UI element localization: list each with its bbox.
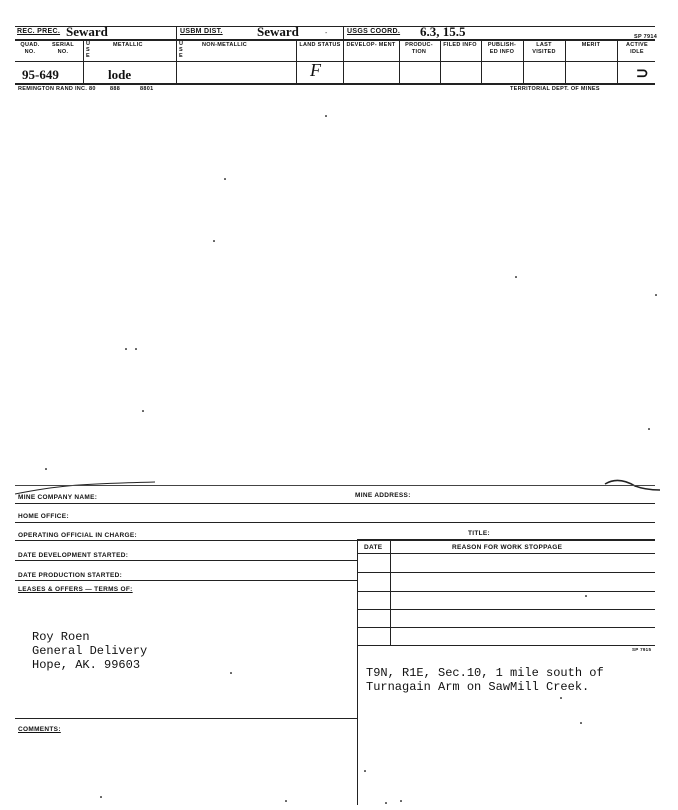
column-header-bottom-line [15, 61, 655, 62]
land-status-mark: F [310, 60, 321, 80]
scan-speck [580, 722, 582, 724]
printer-credit: REMINGTON RAND INC. 80 [18, 86, 96, 92]
usbm-dist-label: USBM DIST. [180, 28, 223, 35]
scan-speck [100, 796, 102, 798]
stoppage-row-line-4 [357, 627, 655, 628]
leases-label: LEASES & OFFERS — TERMS OF: [18, 586, 133, 593]
header-top-line [15, 26, 655, 27]
scan-speck [560, 697, 562, 699]
stoppage-row-line-5 [357, 645, 655, 646]
stoppage-header-line [357, 553, 655, 554]
date-development-label: DATE DEVELOPMENT STARTED: [18, 552, 129, 559]
scan-speck [45, 468, 47, 470]
divider-nonmet-full [176, 39, 177, 84]
col-use-2: U S E [179, 41, 184, 59]
scan-speck [125, 348, 127, 350]
col-filed-info: FILED INFO [443, 42, 477, 48]
home-office-label: HOME OFFICE: [18, 513, 69, 520]
divider-use-1-full [83, 39, 84, 84]
quad-serial-value: 95-649 [22, 67, 59, 82]
usgs-coord-label: USGS COORD. [347, 28, 401, 35]
col-published-info: PUBLISH- ED INFO [487, 42, 517, 55]
card-edge-curve [15, 476, 660, 498]
scan-speck [230, 672, 232, 674]
mine-company-name-label: MINE COMPANY NAME: [18, 494, 98, 501]
scan-speck [364, 770, 366, 772]
line-company [15, 503, 655, 504]
scan-speck [285, 800, 287, 802]
printer-code-2: 8801 [140, 86, 154, 92]
divider-active [617, 39, 618, 84]
rec-prec-value: Seward [66, 24, 108, 39]
form-number-bottom: SP 7915 [632, 647, 652, 652]
operating-official-label: OPERATING OFFICIAL IN CHARGE: [18, 532, 137, 539]
territorial-dept: TERRITORIAL DEPT. OF MINES [510, 86, 600, 92]
rec-prec-label: REC. PREC. [17, 28, 61, 35]
scan-speck [213, 240, 215, 242]
scan-speck [325, 115, 327, 117]
owner-line: Hope, AK. 99603 [32, 658, 141, 672]
bottom-card-top-line [15, 485, 655, 486]
divider-land [296, 39, 297, 84]
owner-line: General Delivery [32, 644, 148, 658]
divider-last-visited [523, 39, 524, 84]
scan-speck [400, 800, 402, 802]
col-active-idle: ACTIVE IDLE [626, 42, 648, 55]
divider-merit [565, 39, 566, 84]
location-block [366, 666, 604, 694]
col-development: DEVELOP- MENT [346, 42, 396, 48]
header-bottom-line [15, 39, 655, 41]
line-date-development [15, 560, 357, 561]
col-production: PRODUC- TION [405, 42, 433, 55]
row-bottom-line [15, 83, 655, 85]
col-serial-no: SERIAL NO. [52, 42, 74, 55]
scan-speck [515, 276, 517, 278]
active-idle-mark: ⊃ [636, 66, 649, 82]
line-home-office [15, 522, 655, 523]
divider-filed [440, 39, 441, 84]
col-last-visited: LAST VISITED [532, 42, 556, 55]
owner-line: Roy Roen [32, 630, 90, 644]
title-label: TITLE: [468, 530, 491, 537]
divider-usgs [343, 26, 344, 84]
stoppage-date-divider [390, 540, 391, 645]
stoppage-top-line [357, 539, 655, 541]
stoppage-row-line-3 [357, 609, 655, 610]
stoppage-row-line-2 [357, 591, 655, 592]
col-merit: MERIT [581, 42, 601, 48]
location-line: T9N, R1E, Sec.10, 1 mile south of [366, 666, 604, 680]
scan-speck [648, 428, 650, 430]
divider-published [481, 39, 482, 84]
divider-production [399, 39, 400, 84]
col-quad-no: QUAD. NO. [20, 42, 40, 55]
date-header: DATE [364, 544, 383, 551]
printer-code-1: 888 [110, 86, 121, 92]
mine-address-label: MINE ADDRESS: [355, 492, 411, 499]
scan-speck [135, 348, 137, 350]
col-land-status: LAND STATUS [299, 42, 341, 48]
line-date-production [15, 580, 357, 581]
col-use-1: U S E [86, 41, 91, 59]
usgs-coord-value: 6.3, 15.5 [420, 24, 466, 39]
scan-speck [655, 294, 657, 296]
line-comments-top [15, 718, 357, 719]
reason-header: REASON FOR WORK STOPPAGE [452, 544, 563, 551]
date-production-label: DATE PRODUCTION STARTED: [18, 572, 123, 579]
scan-speck [385, 802, 387, 804]
metallic-value: lode [108, 67, 132, 82]
col-non-metallic: NON-METALLIC [202, 42, 248, 48]
scan-speck [142, 410, 144, 412]
location-line: Turnagain Arm on SawMill Creek. [366, 680, 590, 694]
col-metallic: METALLIC [113, 42, 143, 48]
owner-address-block [32, 630, 147, 672]
usbm-dist-mark: - [325, 30, 328, 37]
comments-label: COMMENTS: [18, 726, 61, 733]
stoppage-row-line-1 [357, 572, 655, 573]
scan-speck [585, 595, 587, 597]
stoppage-left-divider [357, 540, 358, 805]
scan-speck [224, 178, 226, 180]
form-number-top: SP 7914 [634, 34, 658, 40]
usbm-dist-value: Seward [257, 24, 299, 39]
